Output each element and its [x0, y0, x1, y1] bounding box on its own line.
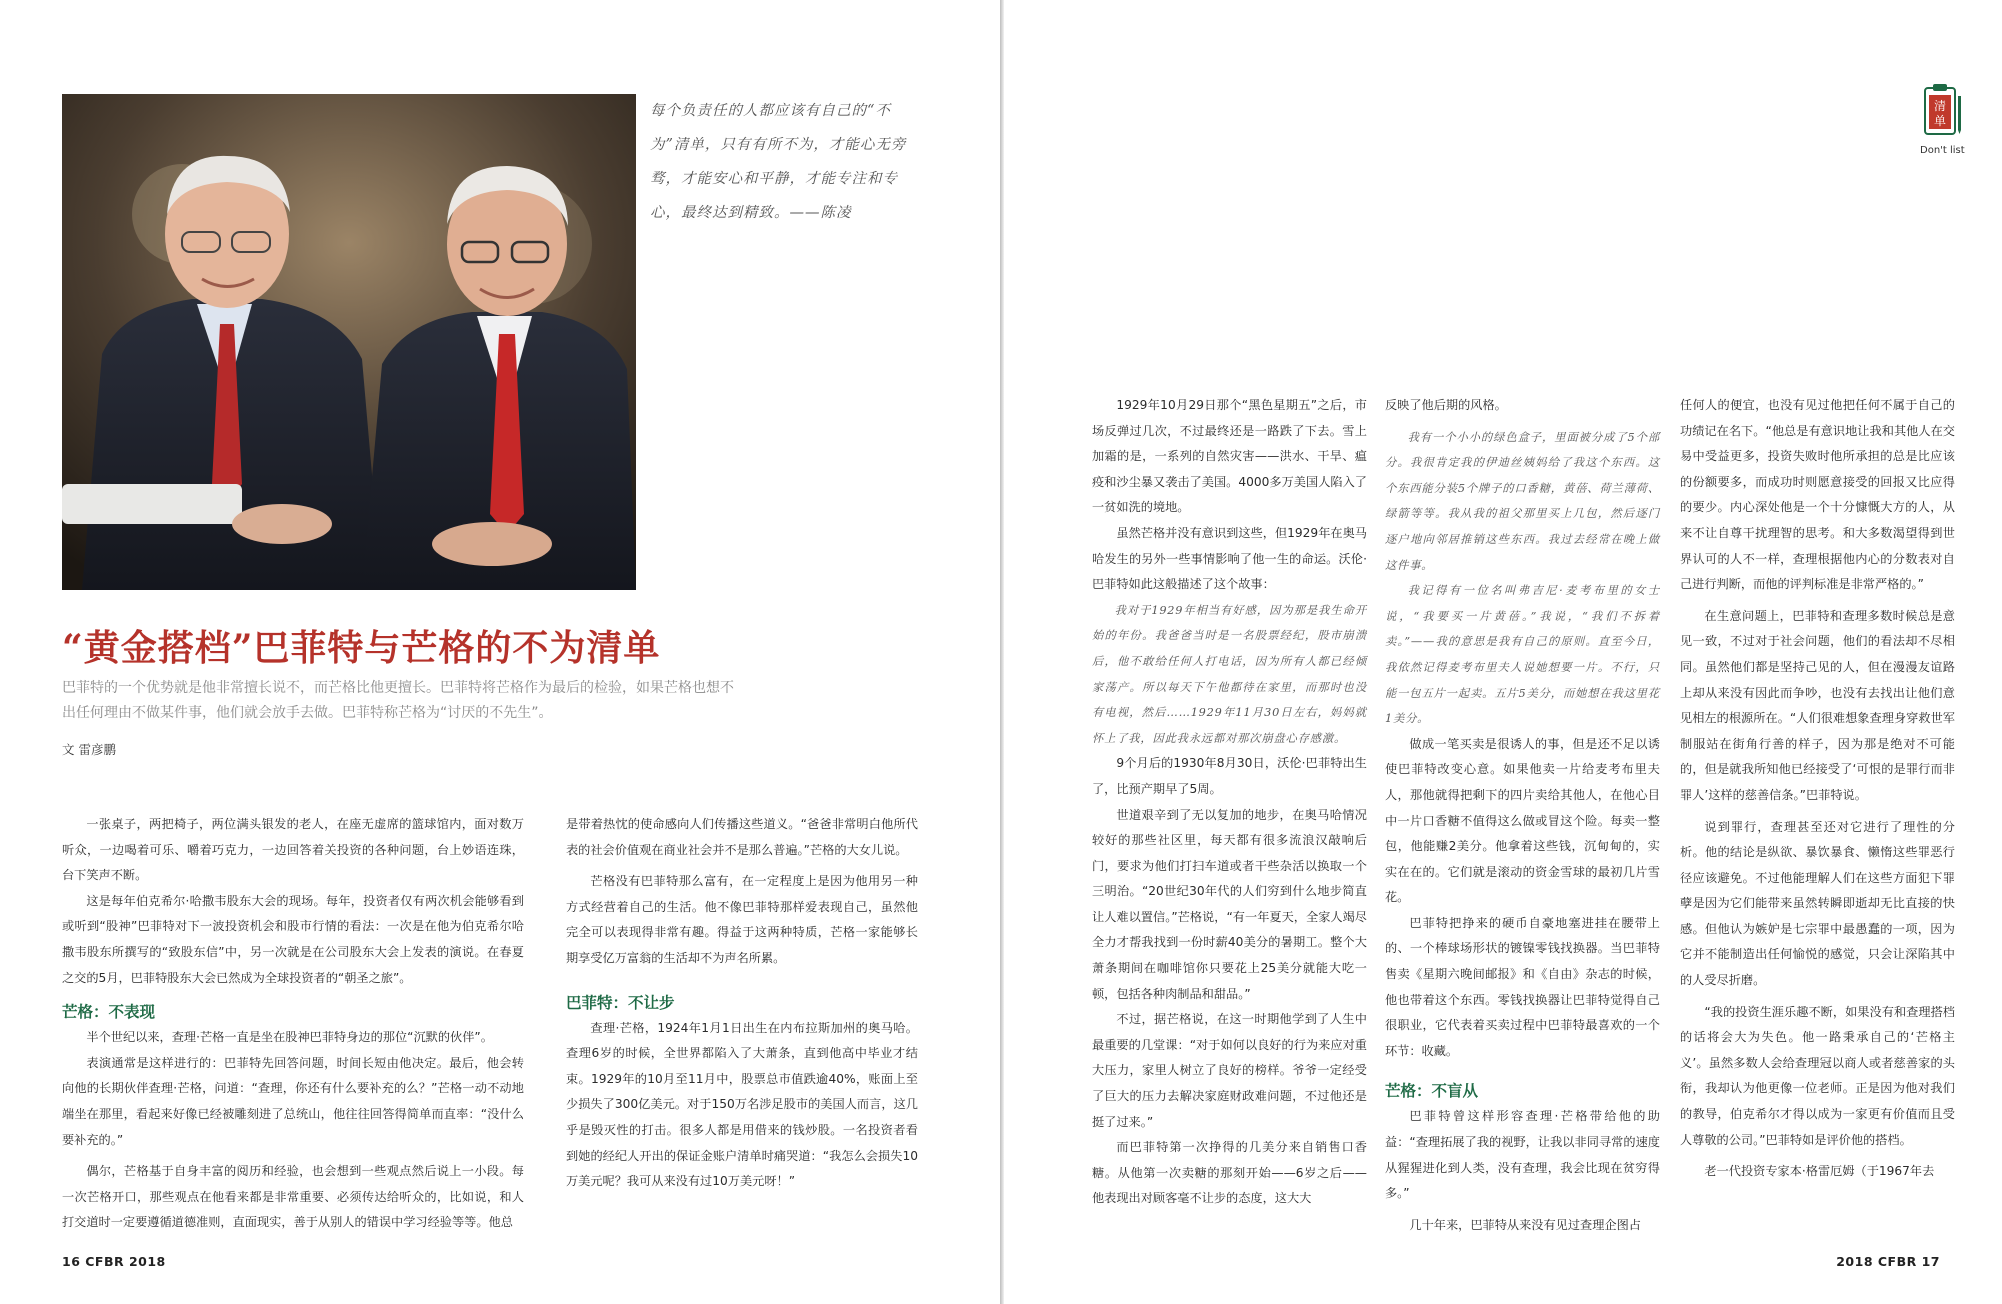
paragraph: 巴菲特曾这样形容查理·芒格带给他的助益：“查理拓展了我的视野，让我以非同寻常的速度从猩猩进化到人类，没有查理，我会比现在贫穷得多。” [1385, 1109, 1660, 1201]
body-column-3 [1092, 393, 1367, 1212]
paragraph: 不过，据芒格说，在这一时期他学到了人生中最重要的几堂课：“对于如何以良好的行为来应对重大压力，家里人树立了良好的榜样。爷爷一定经受了巨大的压力去解决家庭财政难问题，不过他还是挺了过来。” [1092, 1012, 1367, 1129]
badge-char-2: 单 [1933, 114, 1947, 128]
byline: 文 雷彦鹏 [62, 742, 116, 757]
paragraph: 任何人的便宜，也没有见过他把任何不属于自己的功绩记在名下。“他总是有意识地让我和其他人在交易中受益更多，投资失败时他所承担的总是比应该的份额要多，而成功时则愿意接受的回报又比应得的要少。内心深处他是一个十分慷慨大方的人，从来不让自尊干扰理智的思考。和大多数渴望得到世界认可的人不一样，查理根据他内心的分数表对自己进行判断，而他的评判标准是非常严格的。” [1680, 398, 1955, 592]
body-column-2 [566, 812, 918, 1195]
paragraph: 说到罪行，查理甚至还对它进行了理性的分析。他的结论是纵欲、暴饮暴食、懒惰这些罪恶行径应该避免。不过他能理解人们在这些方面犯下罪孽是因为它们能带来虽然转瞬即逝却无比直接的快感。但他认为嫉妒是七宗罪中最愚蠢的一项，因为它并不能制造出任何愉悦的感觉，只会让深陷其中的人受尽折磨。 [1680, 819, 1955, 988]
section-heading: 芒格：不盲从 [1385, 1082, 1479, 1101]
paragraph: “我的投资生涯乐趣不断，如果没有和查理搭档的话将会大为失色。他一路秉承自己的‘芒格主义’。虽然多数人会给查理冠以商人或者慈善家的头衔，我却认为他更像一位老师。正是因为他对我们的教导，伯克希尔才得以成为一家更有价值而且受人尊敬的公司。”巴菲特如是评价他的搭档。 [1680, 1004, 1955, 1147]
body-column-1 [62, 812, 524, 1236]
photo-illustration [62, 94, 636, 590]
paragraph: 巴菲特把挣来的硬币自豪地塞进挂在腰带上的、一个棒球场形状的镀镍零钱找换器。当巴菲特售卖《星期六晚间邮报》和《自由》杂志的时候，他也带着这个东西。零钱找换器让巴菲特觉得自己很职业，它代表着买卖过程中巴菲特最喜欢的一个环节：收藏。 [1385, 915, 1660, 1058]
paragraph: 芒格没有巴菲特那么富有，在一定程度上是因为他用另一种方式经营着自己的生活。他不像巴菲特那样爱表现自己，虽然他完全可以表现得非常有趣。得益于这两种特质，芒格一家能够长期享受亿万富翁的生活却不为声名所累。 [566, 874, 918, 965]
body-column-5 [1680, 393, 1955, 1185]
feature-photo [62, 94, 636, 590]
paragraph: 世道艰辛到了无以复加的地步，在奥马哈情况较好的那些社区里，每天都有很多流浪汉敲响后门，要求为他们打扫车道或者干些杂活以换取一个三明治。“20世纪30年代的人们穷到什么地步简直让人难以置信。”芒格说，“有一年夏天，全家人竭尽全力才帮我找到一份时薪40美分的暑期工。整个大萧条期间在咖啡馆你只要花上25美分就能大吃一顿，包括各种肉制品和甜品。” [1092, 807, 1367, 1001]
paragraph: 9个月后的1930年8月30日，沃伦·巴菲特出生了，比预产期早了5周。 [1092, 756, 1367, 796]
intro-quote: 每个负责任的人都应该有自己的“不为”清单，只有有所不为，才能心无旁骛，才能安心和平静，才能专注和专心，最终达到精致。——陈凌 [650, 103, 907, 221]
paragraph: 在生意问题上，巴菲特和查理多数时候总是意见一致，不过对于社会问题，他们的看法却不尽相同。虽然他们都是坚持己见的人，但在漫漫友谊路上却从来没有因此而争吵，也没有去找出让他们意见相左的根源所在。“人们很难想象查理身穿救世军制服站在街角行善的样子，因为那是绝对不可能的，但是就我所知他已经接受了‘可恨的是罪行而非罪人’这样的慈善信条。”巴菲特说。 [1680, 608, 1955, 802]
page-number-left: 16 CFBR 2018 [62, 1254, 166, 1269]
paragraph: 虽然芒格并没有意识到这些，但1929年在奥马哈发生的另外一些事情影响了他一生的命运。沃伦·巴菲特如此这般描述了这个故事： [1092, 525, 1367, 592]
right-page [1004, 0, 2002, 1304]
body-column-4 [1385, 393, 1660, 1238]
paragraph: 几十年来，巴菲特从来没有见过查理企图占 [1409, 1217, 1641, 1232]
badge-char-1: 清 [1933, 99, 1947, 113]
paragraph: 一张桌子，两把椅子，两位满头银发的老人，在座无虚席的篮球馆内，面对数万听众，一边喝着可乐、嚼着巧克力，一边回答着关投资的各种问题，台上妙语连珠，台下笑声不断。 [62, 817, 524, 883]
paragraph: 查理·芒格，1924年1月1日出生在内布拉斯加州的奥马哈。查理6岁的时候，全世界都陷入了大萧条，直到他高中毕业才结束。1929年的10月至11月中，股票总市值跌逾40%，账面上至少损失了300亿美元。对于150万名涉足股市的美国人而言，这几乎是毁灭性的打击。很多人都是用借来的钱炒股。一名投资者看到她的经纪人开出的保证金账户清单时痛哭道：“我怎么会损失10万美元呢？我可从来没有过10万美元呀！” [566, 1020, 918, 1189]
quoted-passage: 我记得有一位名叫弗吉尼·麦考布里的女士说，“我要买一片黄蓓。”我说，“我们不拆着卖。”——我的意思是我有自己的原则。直至今日，我依然记得麦考布里夫人说她想要一片。不行，只能一包五片一起卖。五片5美分，而她想在我这里花1美分。 [1385, 584, 1660, 726]
left-page [0, 0, 1000, 1304]
page-number-right: 2018 CFBR 17 [1836, 1254, 1940, 1269]
dont-list-badge [1920, 82, 1964, 156]
paragraph: 这是每年伯克希尔·哈撒韦股东大会的现场。每年，投资者仅有两次机会能够看到或听到“股神”巴菲特对下一波投资机会和股市行情的看法：一次是在他为伯克希尔哈撒韦股东所撰写的“致股东信”中，另一次就是在公司股东大会上发表的演说。在春夏之交的5月，巴菲特股东大会已然成为全球投资者的“朝圣之旅”。 [62, 893, 524, 985]
paragraph: 而巴菲特第一次挣得的几美分来自销售口香糖。从他第一次卖糖的那刻开始——6岁之后——他表现出对顾客毫不让步的态度，这大大 [1092, 1140, 1367, 1206]
quoted-passage: 我有一个小小的绿色盒子，里面被分成了5个部分。我很肯定我的伊迪丝姨妈给了我这个东西。这个东西能分装5个牌子的口香糖，黄蓓、荷兰薄荷、绿箭等等。我从我的祖父那里买上几包，然后逐门逐户地向邻居推销这些东西。我过去经常在晚上做这件事。 [1385, 430, 1660, 572]
article-headline: “黄金搭档”巴菲特与芒格的不为清单 [62, 627, 661, 669]
paragraph: 反映了他后期的风格。 [1385, 398, 1507, 412]
paragraph: 老一代投资专家本·格雷厄姆（于1967年去 [1704, 1164, 1935, 1179]
paragraph: 1929年10月29日那个“黑色星期五”之后，市场反弹过几次，不过最终还是一路跌了下去。雪上加霜的是，一系列的自然灾害——洪水、干旱、瘟疫和沙尘暴又袭击了美国。4000多万美国人陷入了一贫如洗的境地。 [1092, 398, 1367, 515]
article-dek: 巴菲特的一个优势就是他非常擅长说不，而芒格比他更擅长。巴菲特将芒格作为最后的检验，如果芒格也想不出任何理由不做某件事，他们就会放手去做。巴菲特称芒格为“讨厌的不先生”。 [62, 680, 734, 721]
paragraph: 偶尔，芒格基于自身丰富的阅历和经验，也会想到一些观点然后说上一小段。每一次芒格开口，那些观点在他看来都是非常重要、必须传达给听众的，比如说，和人打交道时一定要遵循道德准则，直面现实，善于从别人的错误中学习经验等等。他总 [62, 1164, 524, 1230]
paragraph: 表演通常是这样进行的：巴菲特先回答问题，时间长短由他决定。最后，他会转向他的长期伙伴查理·芒格，问道：“查理，你还有什么要补充的么？”芒格一动不动地端坐在那里，看起来好像已经被雕刻进了总统山，他往往回答得简单而直率：“没什么要补充的。” [62, 1055, 524, 1147]
badge-caption: Don't list [1920, 145, 1965, 156]
paragraph: 做成一笔买卖是很诱人的事，但是还不足以诱使巴菲特改变心意。如果他卖一片给麦考布里夫人，那他就得把剩下的四片卖给其他人，在他心目中一片口香糖不值得这么做或冒这个险。每卖一整包，他能赚2美分。他拿着这些钱，沉甸甸的，实实在在的。它们就是滚动的资金雪球的最初几片雪花。 [1385, 736, 1660, 905]
paragraph: 是带着热忱的使命感向人们传播这些道义。“爸爸非常明白他所代表的社会价值观在商业社会并不是那么普遍。”芒格的大女儿说。 [566, 817, 918, 857]
section-heading: 芒格：不表现 [62, 1003, 156, 1022]
clipboard-icon [1920, 82, 1964, 138]
quoted-passage: 我对于1929年相当有好感，因为那是我生命开始的年份。我爸爸当时是一名股票经纪，股市崩溃后，他不敢给任何人打电话，因为所有人都已经倾家荡产。所以每天下午他都待在家里，而那时也没有电视，然后……1929年11月30日左右，妈妈就怀上了我，因此我永远都对那次崩盘心存感激。 [1092, 603, 1367, 745]
section-heading: 巴菲特：不让步 [566, 993, 675, 1012]
paragraph: 半个世纪以来，查理·芒格一直是坐在股神巴菲特身边的那位“沉默的伙伴”。 [86, 1030, 493, 1045]
